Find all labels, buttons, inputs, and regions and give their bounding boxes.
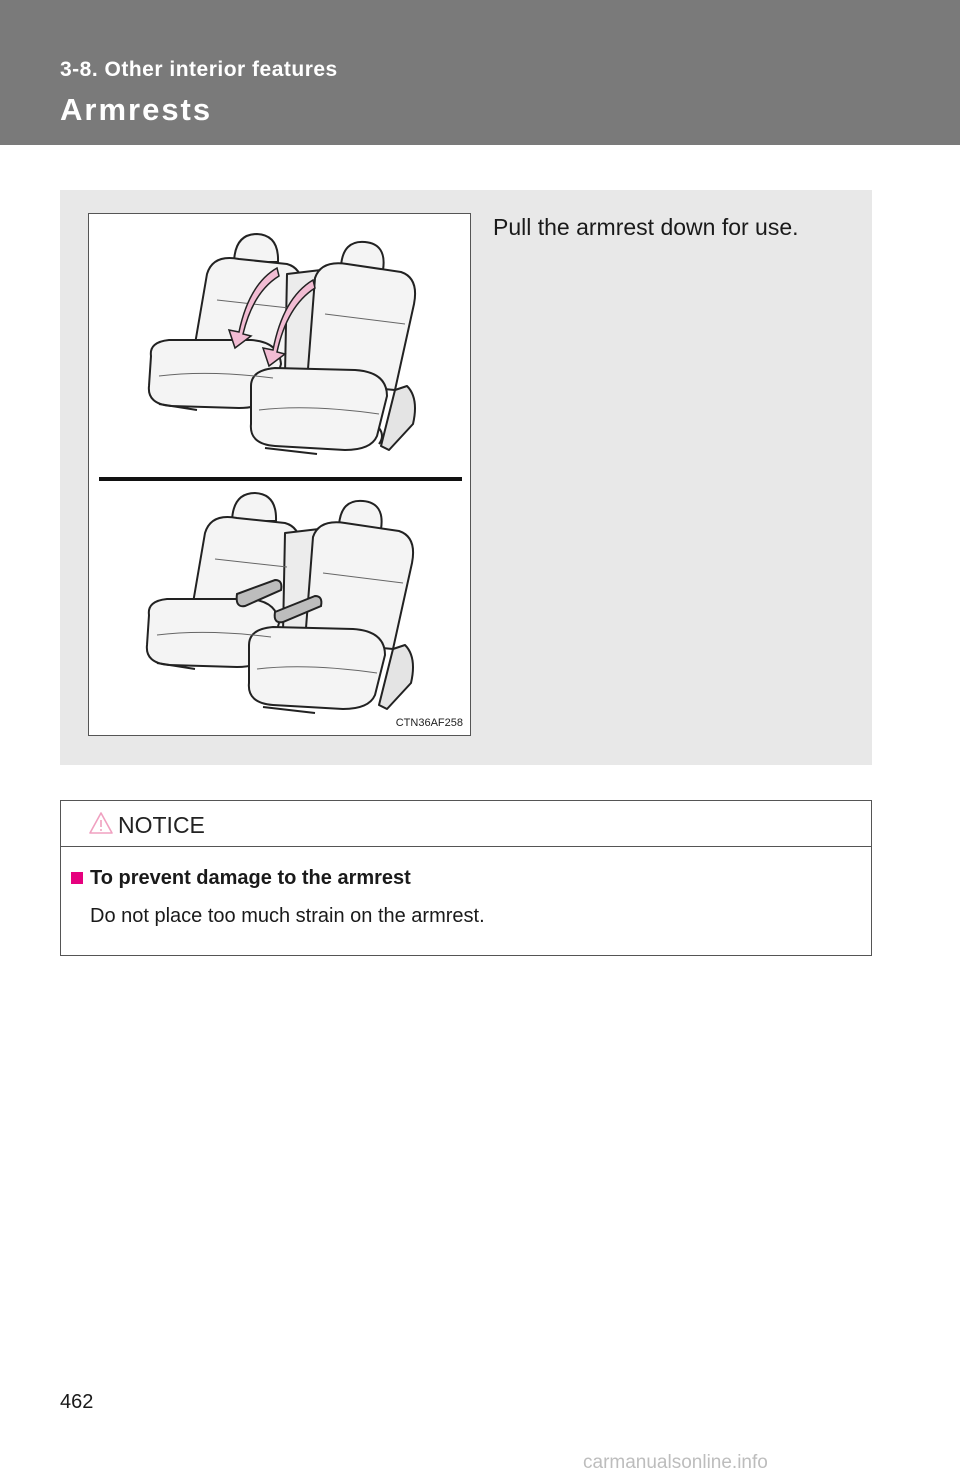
notice-bullet-icon (71, 872, 83, 884)
notice-label: NOTICE (118, 812, 205, 838)
notice-body: Do not place too much strain on the armrest. (90, 905, 485, 927)
armrest-illustration (88, 213, 471, 736)
instruction-text: Pull the armrest down for use. (493, 214, 799, 240)
left-headrest-2 (232, 493, 276, 521)
watermark: carmanualsonline.info (583, 1452, 768, 1473)
figure-code: CTN36AF258 (395, 717, 463, 729)
page-header (0, 0, 960, 145)
warning-triangle-icon (88, 811, 114, 835)
page-title: Armrests (60, 92, 213, 127)
section-label: 3-8. Other interior features (60, 58, 338, 81)
notice-box (60, 800, 872, 956)
left-headrest (234, 234, 278, 262)
page-number: 462 (60, 1391, 94, 1413)
seat-illustration-svg (89, 214, 471, 736)
notice-heading: To prevent damage to the armrest (90, 867, 411, 889)
notice-header (61, 801, 871, 847)
